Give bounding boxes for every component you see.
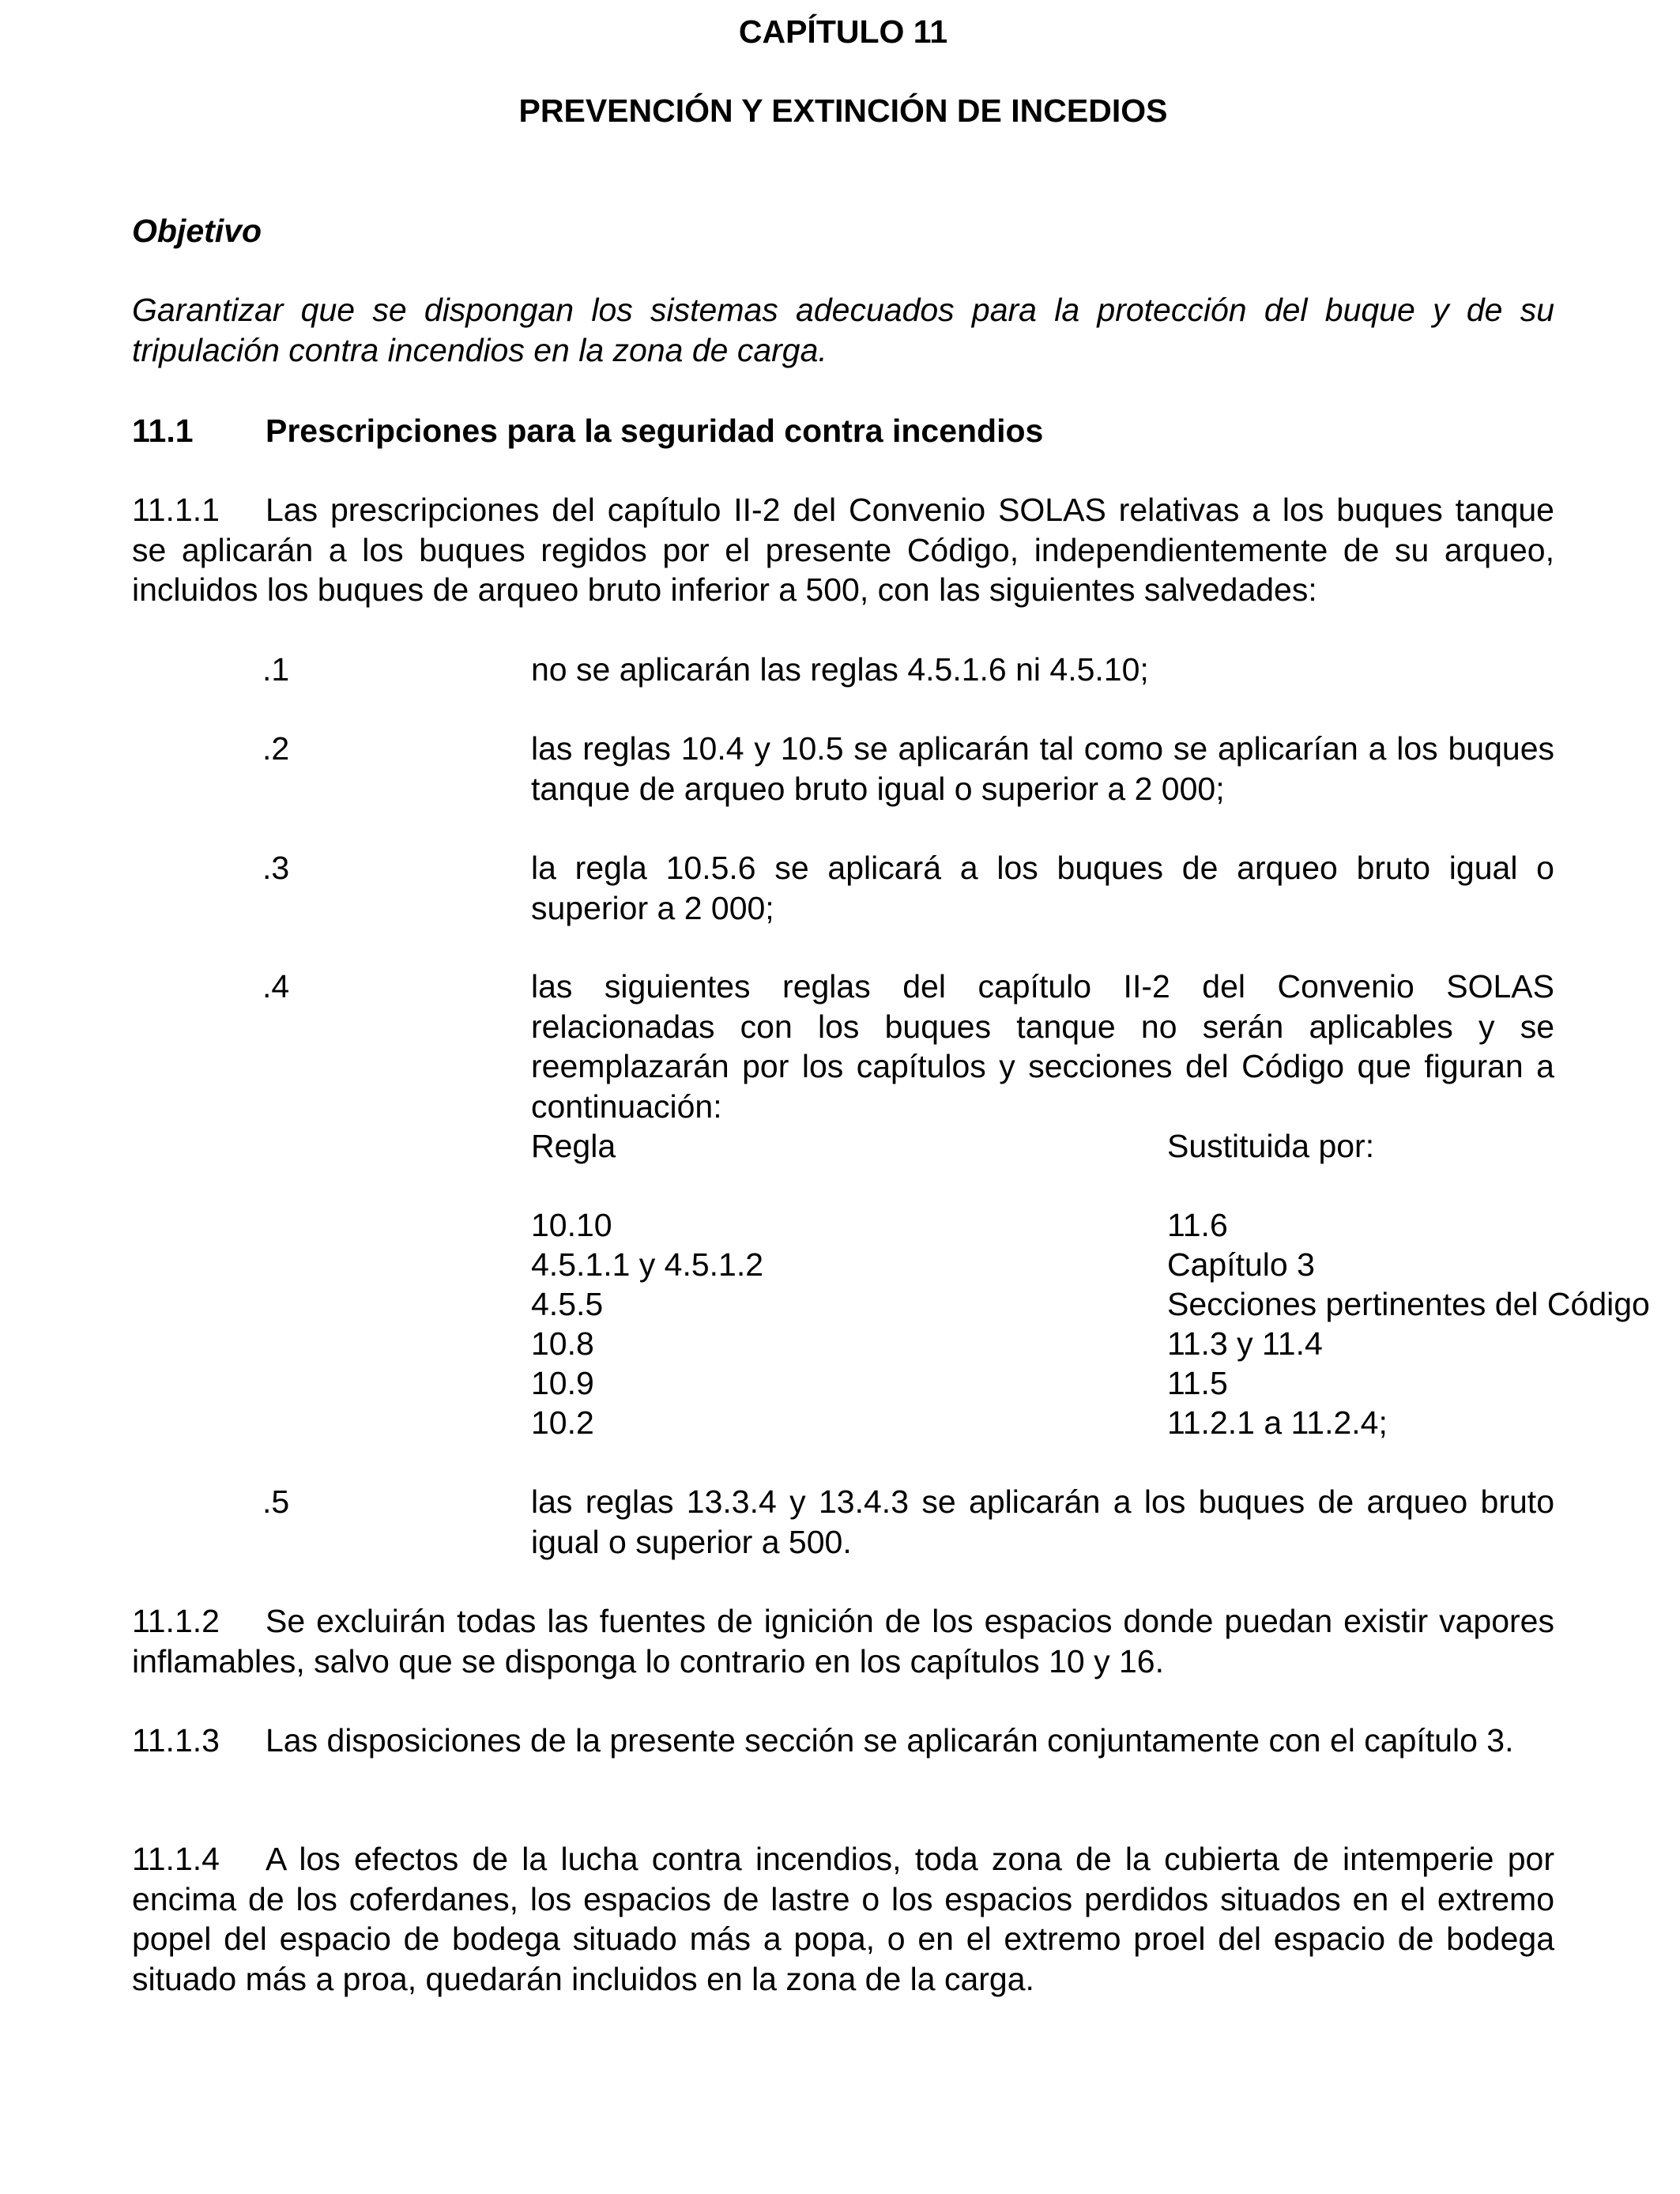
table-row [531, 1205, 1558, 1245]
section-title: Prescripciones para la seguridad contra incendios [266, 413, 1044, 449]
objective-heading: Objetivo [132, 213, 262, 249]
paragraph-number: 11.1.2 [132, 1603, 220, 1639]
paragraph-11-1-1 [132, 490, 1554, 610]
list-item-number: .3 [262, 850, 290, 886]
section-number: 11.1 [132, 413, 194, 449]
paragraph-11-1-4 [132, 1839, 1554, 1999]
paragraph-11-1-3 [132, 1721, 1554, 1761]
table-cell-rule: 4.5.5 [531, 1286, 604, 1322]
list-item-text: las reglas 13.3.4 y 13.4.3 se aplicarán a los buques de arqueo bruto igual o superior a 500. [531, 1483, 1554, 1560]
table-cell-rule: 10.9 [531, 1365, 594, 1401]
table-cell-rule: 10.10 [531, 1207, 612, 1243]
table-header-rule: Regla [531, 1128, 616, 1164]
table-cell-replacement: Secciones pertinentes del Código [1167, 1286, 1650, 1322]
table-row [531, 1403, 1558, 1442]
paragraph-text: Las disposiciones de la presente sección se aplicarán conjuntamente con el capítulo 3. [266, 1722, 1514, 1759]
table-row [531, 1284, 1650, 1324]
table-row [531, 1363, 1558, 1403]
paragraph-11-1-2 [132, 1601, 1554, 1681]
chapter-heading: CAPÍTULO 11 [738, 13, 948, 50]
table-header-replacement: Sustituida por: [1167, 1128, 1375, 1164]
list-item-text: las siguientes reglas del capítulo II-2 del Convenio SOLAS relacionadas con los buques tanque no serán aplicables y se reemplazarán por los capítulos y secciones del Código que figuran a continuación: [531, 968, 1554, 1125]
paragraph-number: 11.1.1 [132, 492, 220, 528]
document-page [132, 0, 1650, 2194]
list-item-text: la regla 10.5.6 se aplicará a los buques de arqueo bruto igual o superior a 2 000; [531, 850, 1554, 926]
table-cell-replacement: Capítulo 3 [1167, 1246, 1315, 1283]
list-item-number: .1 [262, 651, 290, 688]
paragraph-number: 11.1.3 [132, 1722, 220, 1759]
objective-text: Garantizar que se dispongan los sistemas adecuados para la protección del buque y de su tripulación contra incendios en la zona de carga. [132, 292, 1554, 368]
table-row [531, 1324, 1558, 1363]
list-item-text: las reglas 10.4 y 10.5 se aplicarán tal como se aplicarían a los buques tanque de arqueo bruto igual o superior a 2 000; [531, 730, 1554, 807]
list-item-number: .2 [262, 730, 290, 767]
table-cell-rule: 4.5.1.1 y 4.5.1.2 [531, 1246, 764, 1283]
chapter-title: PREVENCIÓN Y EXTINCIÓN DE INCEDIOS [518, 92, 1168, 129]
table-cell-rule: 10.8 [531, 1325, 594, 1362]
table-row [531, 1245, 1558, 1284]
paragraph-text: Se excluirán todas las fuentes de ignición de los espacios donde puedan existir vapores inflamables, salvo que se disponga lo contrario en los capítulos 10 y 16. [132, 1603, 1554, 1679]
table-cell-rule: 10.2 [531, 1404, 594, 1441]
paragraph-text: Las prescripciones del capítulo II-2 del Convenio SOLAS relativas a los buques tanque se aplicarán a los buques regidos por el presente Código, independientemente de su arqueo, incluidos los buques de arqueo bruto inferior a 500, con las siguientes salvedades: [132, 492, 1554, 608]
table-cell-replacement: 11.6 [1167, 1207, 1228, 1243]
paragraph-number: 11.1.4 [132, 1841, 220, 1877]
table-cell-replacement: 11.2.1 a 11.2.4; [1167, 1404, 1388, 1441]
paragraph-text: A los efectos de la lucha contra incendios, toda zona de la cubierta de intemperie por encima de los coferdanes, los espacios de lastre o los espacios perdidos situados en el extremo popel del espacio de bodega situado más a popa, o en el extremo proel del espacio de bodega situado más a proa, quedarán incluidos en la zona de la carga. [132, 1841, 1554, 1997]
list-item-number: .4 [262, 968, 290, 1005]
table-cell-replacement: 11.5 [1167, 1365, 1228, 1401]
list-item-text: no se aplicarán las reglas 4.5.1.6 ni 4.5.10; [531, 651, 1149, 688]
section-heading [132, 411, 1554, 451]
table-cell-replacement: 11.3 y 11.4 [1167, 1325, 1323, 1362]
table-header-row [531, 1126, 1558, 1166]
list-item-number: .5 [262, 1483, 290, 1520]
